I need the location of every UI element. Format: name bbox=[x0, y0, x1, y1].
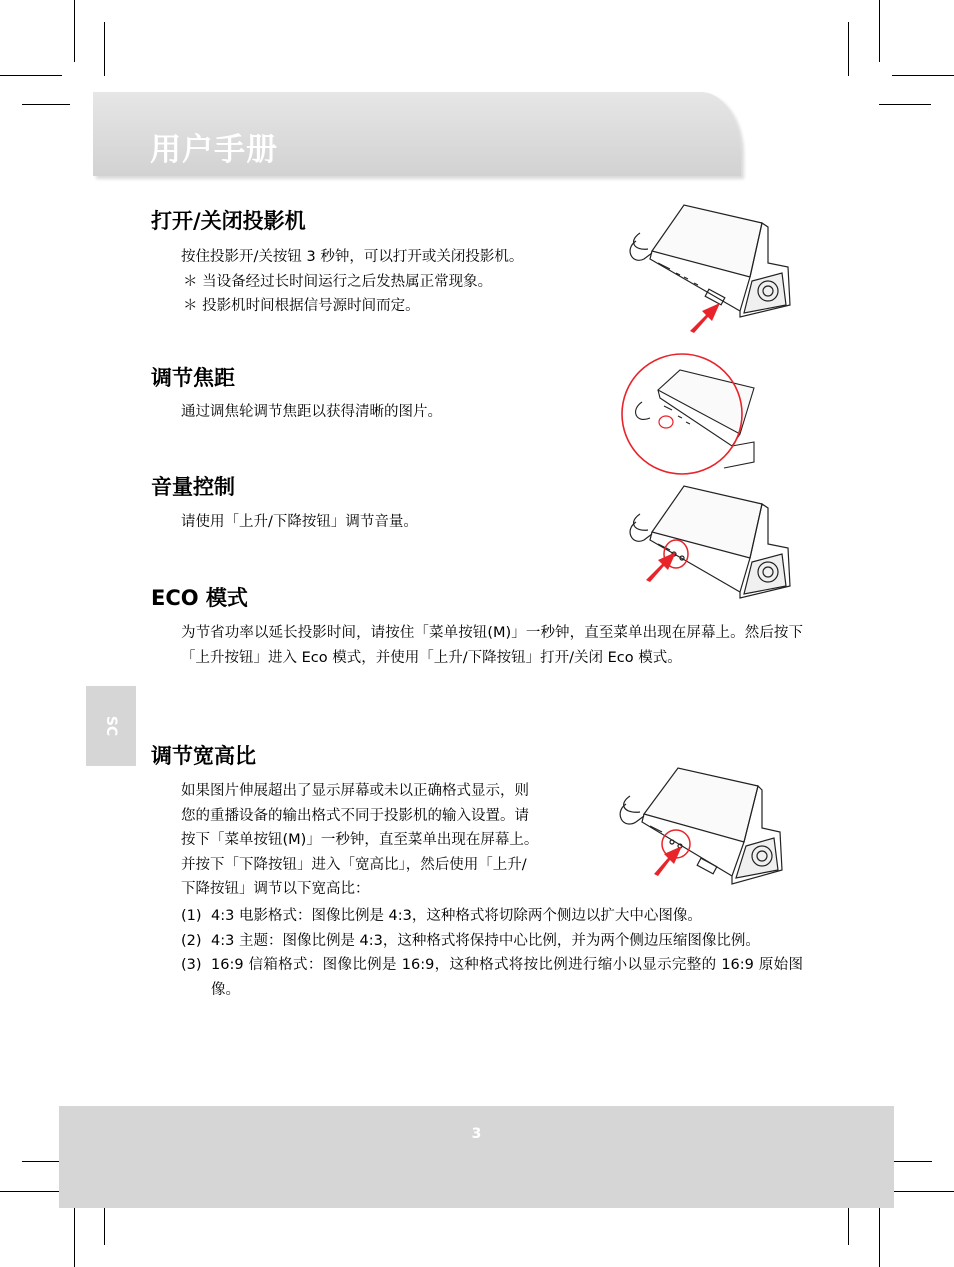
crop-mark bbox=[879, 0, 880, 62]
page-title: 用户手册 bbox=[150, 132, 278, 168]
crop-mark bbox=[74, 1205, 75, 1267]
language-tab bbox=[86, 686, 136, 766]
list-item-number: (2) bbox=[181, 932, 202, 949]
red-arrow-icon bbox=[654, 846, 682, 876]
red-arrow-icon bbox=[690, 303, 720, 333]
list-item bbox=[181, 904, 803, 929]
footer-band bbox=[59, 1106, 894, 1208]
projector-illustration bbox=[612, 758, 788, 898]
note-line: ＊ 投影机时间根据信号源时间而定。 bbox=[183, 298, 420, 314]
body-line: 如果图片伸展超出了显示屏幕或未以正确格式显示，则 bbox=[181, 783, 529, 799]
section-body-volume bbox=[181, 510, 418, 535]
projector-illustration bbox=[622, 193, 796, 333]
body-line: 请使用「上升/下降按钮」调节音量。 bbox=[181, 514, 418, 530]
section-body-focus bbox=[181, 400, 442, 425]
section-title-volume: 音量控制 bbox=[151, 475, 235, 499]
section-body-eco: 为节省功率以延长投影时间，请按住「菜单按钮(M)」一秒钟，直至菜单出现在屏幕上。然后按下「上升按钮」进入 Eco 模式，并使用「上升/下降按钮」打开/关闭 Eco 模式。 bbox=[181, 625, 803, 666]
crop-mark bbox=[74, 0, 75, 62]
language-tab-label: SC bbox=[103, 715, 119, 737]
list-item-number: (1) bbox=[181, 908, 202, 924]
body-line: 通过调焦轮调节焦距以获得清晰的图片。 bbox=[181, 404, 442, 420]
crop-mark bbox=[879, 1205, 880, 1267]
note-line: ＊ 当设备经过长时间运行之后发热属正常现象。 bbox=[183, 273, 493, 290]
projector-illustration bbox=[620, 350, 756, 480]
crop-mark bbox=[0, 75, 62, 76]
crop-mark bbox=[848, 22, 849, 76]
section-body-aspect bbox=[181, 779, 538, 902]
list-item bbox=[181, 953, 803, 1002]
section-title-power: 打开/关闭投影机 bbox=[151, 209, 306, 233]
crop-mark bbox=[104, 22, 105, 76]
page-number: 3 bbox=[471, 1126, 482, 1142]
list-item bbox=[181, 929, 803, 954]
list-item-text: 4:3 电影格式：图像比例是 4:3，这种格式将切除两个侧边以扩大中心图像。 bbox=[211, 908, 702, 924]
list-item-number: (3) bbox=[181, 957, 202, 973]
crop-mark bbox=[892, 75, 954, 76]
crop-mark bbox=[22, 104, 70, 105]
section-title-eco: ECO 模式 bbox=[151, 586, 248, 610]
body-line: 按住投影开/关按钮 3 秒钟，可以打开或关闭投影机。 bbox=[181, 249, 524, 265]
body-line: 并按下「下降按钮」进入「宽高比」，然后使用「上升/ bbox=[181, 856, 527, 873]
list-item-text: 16:9 信箱格式：图像比例是 16:9，这种格式将按比例进行缩小以显示完整的 16:9 原始图像。 bbox=[211, 957, 803, 998]
crop-mark bbox=[879, 104, 931, 105]
crop-mark bbox=[892, 1191, 954, 1192]
section-title-focus: 调节焦距 bbox=[151, 366, 235, 390]
list-item-text: 4:3 主题：图像比例是 4:3，这种格式将保持中心比例，并为两个侧边压缩图像比例。 bbox=[211, 932, 760, 949]
aspect-ratio-list bbox=[181, 904, 803, 1002]
projector-illustration bbox=[622, 474, 796, 614]
body-line: 下降按钮」调节以下宽高比： bbox=[181, 881, 370, 897]
crop-mark bbox=[0, 1191, 62, 1192]
section-body-power bbox=[181, 245, 523, 319]
body-line: 按下「菜单按钮(M)」一秒钟，直至菜单出现在屏幕上。 bbox=[181, 832, 539, 848]
body-line: 您的重播设备的输出格式不同于投影机的输入设置。请 bbox=[181, 807, 529, 824]
section-title-aspect: 调节宽高比 bbox=[151, 744, 256, 768]
